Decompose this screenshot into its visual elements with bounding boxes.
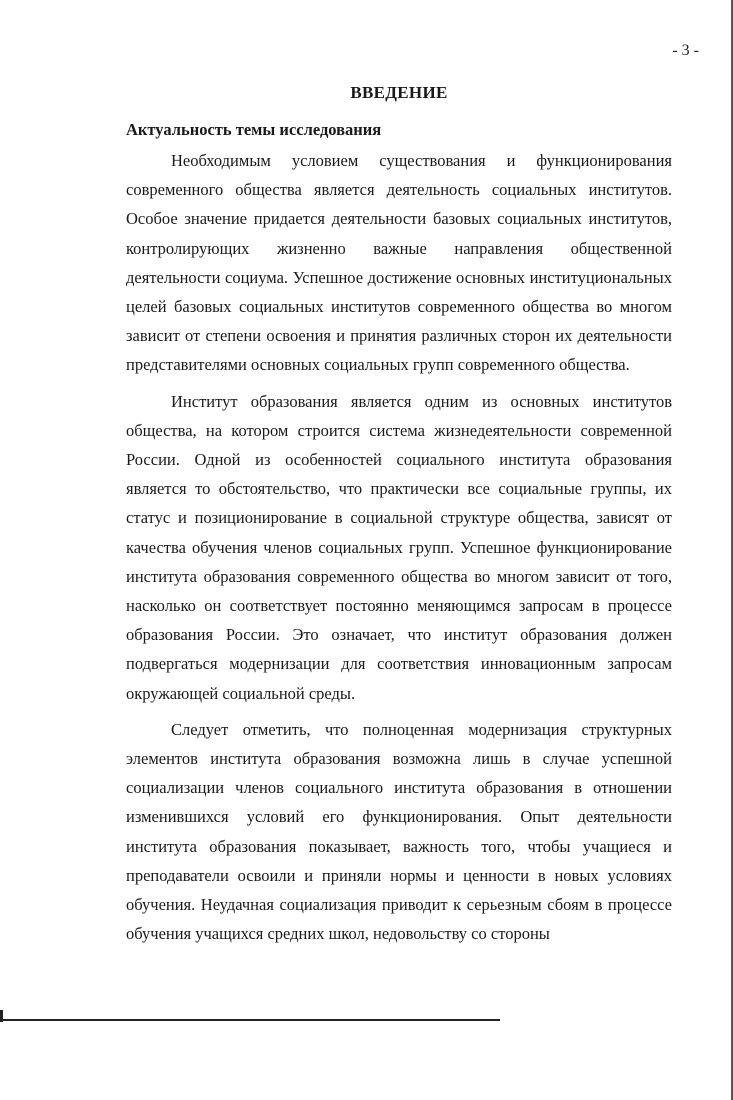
page-number: - 3 - [672, 42, 699, 59]
section-title: ВВЕДЕНИЕ [350, 83, 448, 102]
page-content [126, 78, 672, 955]
paragraph-3: Следует отметить, что полноценная модернизация структурных элементов института образования возможна лишь в случае успешной социализации членов социального института образования в отношении изменившихся условий его функционирования. Опыт деятельности института образования показывает, важность того, чтобы учащиеся и преподаватели освоили и приняли нормы и ценности в новых условиях обучения. Неудачная социализация приводит к серьезным сбоям в процессе обучения учащихся средних школ, недовольству со стороны [126, 719, 672, 944]
paragraph-1: Необходимым условием существования и функционирования современного общества является деятельность социальных институтов. Особое значение придается деятельности базовых социальных институтов, контролирующих жизненно важные направления общественной деятельности социума. Успешное достижение основных институциональных целей базовых социальных институтов современного общества во многом зависит от степени освоения и принятия различных сторон их деятельности представителями основных социальных групп современного общества. [126, 151, 672, 375]
section-subtitle: Актуальность темы исследования [126, 120, 382, 139]
footer-rule [0, 1019, 500, 1021]
paragraph-2: Институт образования является одним из основных институтов общества, на котором строится система жизнедеятельности современной России. Одной из особенностей социального института образования является то обстоятельство, что практически все социальные группы, их статус и позиционирование в социальной структуре общества, зависят от качества обучения членов социальных групп. Успешное функционирование института образования современного общества во многом зависит от того, насколько он соответствует постоянно меняющимся запросам в процессе образования России. Это означает, что институт образования должен подвергаться модернизации для соответствия инновационным запросам окружающей социальной среды. [126, 391, 672, 703]
